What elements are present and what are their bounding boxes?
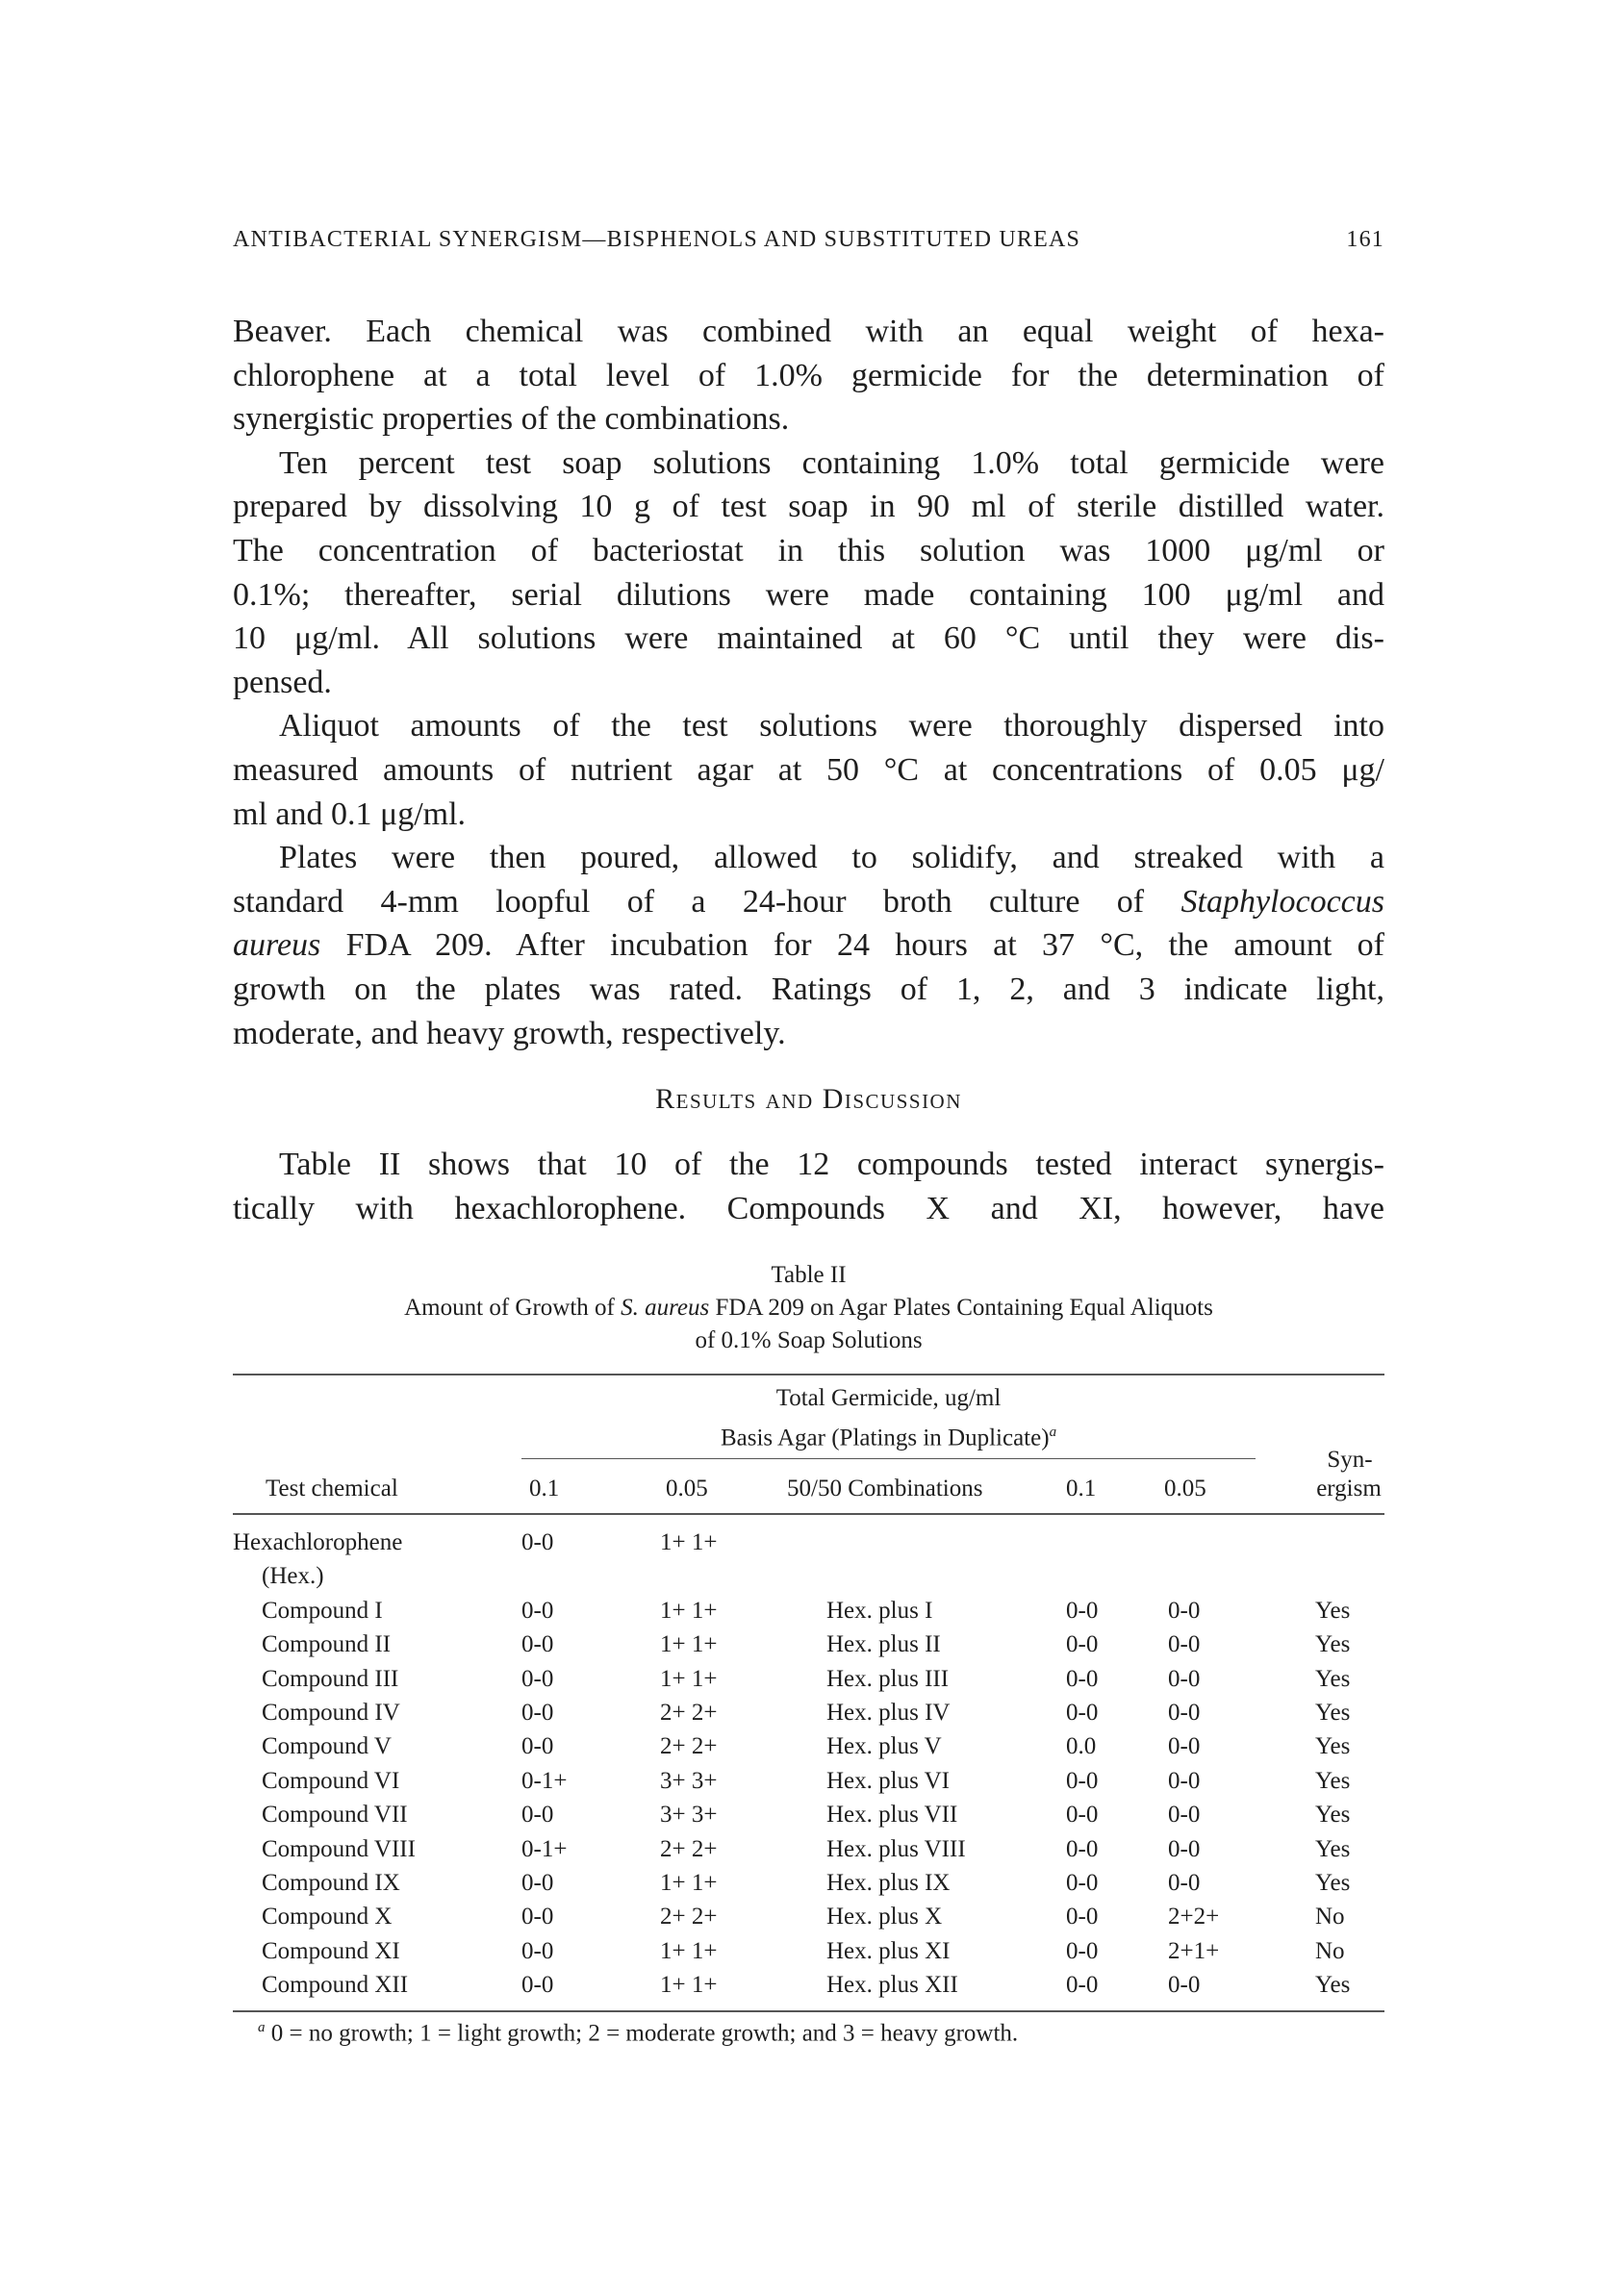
cell-single-0.05: 3+ 3+ <box>660 1767 718 1794</box>
cell-single-0.1: 0-0 <box>521 1870 554 1896</box>
paragraph <box>233 442 1384 705</box>
cell-synergism: No <box>1315 1937 1345 1964</box>
cell-test-chemical: Compound XII <box>262 1972 409 1999</box>
cell-combo-0.1: 0.0 <box>1066 1733 1097 1760</box>
cell-test-chemical: Compound III <box>262 1665 399 1692</box>
text-line <box>233 836 1384 880</box>
col-header-combo-0.05: 0.05 <box>1164 1476 1206 1501</box>
text-line <box>233 793 1384 837</box>
line-text: synergistic properties of the combinations. <box>233 401 790 438</box>
synergism-header-1: Syn- <box>1327 1447 1373 1473</box>
line-text: Table II shows that 10 of the 12 compounds tested interact synergis- <box>279 1147 1384 1183</box>
cell-combination: Hex. plus VI <box>826 1767 951 1794</box>
cell-single-0.05: 1+ 1+ <box>660 1665 718 1692</box>
cell-test-chemical: Compound II <box>262 1631 392 1658</box>
cell-combo-0.1: 0-0 <box>1066 1904 1099 1930</box>
text-line <box>233 485 1384 529</box>
cell-test-chemical: Compound I <box>262 1597 383 1624</box>
cell-single-0.05: 1+ 1+ <box>660 1972 718 1999</box>
cell-test-chemical: Compound IV <box>262 1700 400 1726</box>
italic-text: aureus <box>233 927 321 964</box>
text-line <box>233 573 1384 618</box>
paragraph <box>233 836 1384 1055</box>
group-header-1: Total Germicide, ug/ml <box>775 1385 1002 1411</box>
line-text: pensed. <box>233 664 332 700</box>
paragraph <box>233 310 1384 442</box>
text-line <box>233 1143 1384 1187</box>
paragraph <box>233 704 1384 836</box>
cell-combo-0.05: 2+2+ <box>1168 1904 1220 1930</box>
cell-synergism: Yes <box>1315 1767 1351 1794</box>
cell-single-0.1: 0-0 <box>521 1802 554 1829</box>
line-text: Beaver. Each chemical was combined with an equal weight of hexa- <box>233 314 1384 349</box>
running-head-title: ANTIBACTERIAL SYNERGISM—BISPHENOLS AND SUBSTITUTED UREAS <box>233 227 1081 252</box>
col-header-combo-0.1: 0.1 <box>1066 1476 1097 1501</box>
cell-single-0.05: 2+ 2+ <box>660 1904 718 1930</box>
cell-combo-0.1: 0-0 <box>1066 1870 1099 1896</box>
cell-combo-0.05: 2+1+ <box>1168 1937 1220 1964</box>
cell-single-0.1: 0-0 <box>521 1904 554 1930</box>
body-text <box>233 310 1384 1230</box>
cell-combo-0.05: 0-0 <box>1168 1870 1201 1896</box>
running-head <box>233 227 1384 253</box>
line-text: measured amounts of nutrient agar at 50 °C at concentrations of 0.05 μg/ <box>233 751 1384 788</box>
cell-synergism: Yes <box>1315 1597 1351 1624</box>
text-line <box>233 617 1384 661</box>
section-heading: Results and Discussion <box>655 1083 962 1116</box>
cell-synergism: Yes <box>1315 1972 1351 1999</box>
line-text: Plates were then poured, allowed to solidify, and streaked with a <box>279 840 1384 876</box>
footnote-mark: a <box>258 2020 266 2035</box>
cell-synergism: Yes <box>1315 1665 1351 1692</box>
line-text: FDA 209. After incubation for 24 hours at 37 °C, the amount of <box>320 927 1384 964</box>
header-bottom-rule <box>233 1513 1384 1515</box>
text-line <box>233 1012 1384 1056</box>
line-text: prepared by dissolving 10 g of test soap in 90 ml of sterile distilled water. <box>233 489 1384 525</box>
text-line <box>233 354 1384 398</box>
col-header-test-chemical: Test chemical <box>266 1476 398 1501</box>
text-line <box>233 704 1384 748</box>
line-text: growth on the plates was rated. Ratings of 1, 2, and 3 indicate light, <box>233 971 1384 1007</box>
page-number: 161 <box>1346 227 1384 252</box>
footnote-text: 0 = no growth; 1 = light growth; 2 = moderate growth; and 3 = heavy growth. <box>265 2020 1019 2047</box>
cell-synergism: No <box>1315 1904 1345 1930</box>
cell-test-chemical: Compound V <box>262 1733 392 1760</box>
synergism-header-2: ergism <box>1316 1476 1382 1501</box>
cell-combination: Hex. plus X <box>826 1904 943 1930</box>
cell-test-chemical: Hexachlorophene <box>233 1529 403 1555</box>
cell-test-chemical: (Hex.) <box>262 1563 324 1590</box>
line-text: 10 μg/ml. All solutions were maintained at 60 °C until they were dis- <box>233 620 1384 657</box>
text-line <box>233 442 1384 486</box>
caption-text: Amount of Growth of <box>404 1295 622 1321</box>
col-header-single-0.1: 0.1 <box>529 1476 560 1501</box>
cell-single-0.05: 3+ 3+ <box>660 1802 718 1829</box>
cell-single-0.1: 0-0 <box>521 1937 554 1964</box>
cell-single-0.1: 0-0 <box>521 1700 554 1726</box>
paragraphs-before <box>233 310 1384 1055</box>
text-line <box>233 923 1384 968</box>
caption-italic: S. aureus <box>621 1295 710 1321</box>
cell-combo-0.1: 0-0 <box>1066 1802 1099 1829</box>
cell-combo-0.1: 0-0 <box>1066 1700 1099 1726</box>
cell-test-chemical: Compound X <box>262 1904 393 1930</box>
cell-single-0.05: 1+ 1+ <box>660 1631 718 1658</box>
cell-single-0.05: 1+ 1+ <box>660 1870 718 1896</box>
cell-synergism: Yes <box>1315 1870 1351 1896</box>
cell-combination: Hex. plus XI <box>826 1937 951 1964</box>
line-text: tically with hexachlorophene. Compounds X and XI, however, have <box>233 1190 1384 1226</box>
cell-combo-0.05: 0-0 <box>1168 1802 1201 1829</box>
text-line <box>233 968 1384 1012</box>
cell-test-chemical: Compound XI <box>262 1937 400 1964</box>
cell-combination: Hex. plus IV <box>826 1700 951 1726</box>
cell-combo-0.1: 0-0 <box>1066 1937 1099 1964</box>
cell-combo-0.1: 0-0 <box>1066 1835 1099 1862</box>
cell-combination: Hex. plus I <box>826 1597 933 1624</box>
cell-test-chemical: Compound VI <box>262 1767 400 1794</box>
cell-single-0.05: 2+ 2+ <box>660 1700 718 1726</box>
cell-single-0.05: 2+ 2+ <box>660 1835 718 1862</box>
line-text: The concentration of bacteriostat in this solution was 1000 μg/ml or <box>233 532 1384 568</box>
cell-combination: Hex. plus II <box>826 1631 941 1658</box>
italic-text: Staphylococcus <box>1180 883 1384 920</box>
cell-single-0.1: 0-0 <box>521 1972 554 1999</box>
cell-combo-0.05: 0-0 <box>1168 1665 1201 1692</box>
cell-single-0.05: 1+ 1+ <box>660 1597 718 1624</box>
cell-synergism: Yes <box>1315 1700 1351 1726</box>
cell-combo-0.05: 0-0 <box>1168 1700 1201 1726</box>
text-line <box>233 661 1384 705</box>
cell-single-0.1: 0-0 <box>521 1631 554 1658</box>
cell-synergism: Yes <box>1315 1835 1351 1862</box>
cell-combination: Hex. plus VIII <box>826 1835 966 1862</box>
cell-combination: Hex. plus IX <box>826 1870 951 1896</box>
cell-combo-0.05: 0-0 <box>1168 1767 1201 1794</box>
cell-combo-0.1: 0-0 <box>1066 1767 1099 1794</box>
cell-single-0.1: 0-0 <box>521 1597 554 1624</box>
line-text: standard 4-mm loopful of a 24-hour broth culture of <box>233 883 1181 920</box>
caption-text: FDA 209 on Agar Plates Containing Equal Aliquots <box>709 1295 1213 1321</box>
paragraphs-after <box>233 1143 1384 1230</box>
line-text: moderate, and heavy growth, respectively. <box>233 1015 786 1051</box>
cell-combination: Hex. plus V <box>826 1733 942 1760</box>
cell-combo-0.1: 0-0 <box>1066 1972 1099 1999</box>
cell-test-chemical: Compound VIII <box>262 1835 416 1862</box>
cell-combo-0.05: 0-0 <box>1168 1733 1201 1760</box>
cell-synergism: Yes <box>1315 1802 1351 1829</box>
text-line <box>233 880 1384 924</box>
cell-test-chemical: Compound IX <box>262 1870 400 1896</box>
cell-combo-0.1: 0-0 <box>1066 1665 1099 1692</box>
cell-single-0.1: 0-1+ <box>521 1767 568 1794</box>
cell-single-0.05: 1+ 1+ <box>660 1937 718 1964</box>
cell-single-0.1: 0-1+ <box>521 1835 568 1862</box>
cell-combo-0.05: 0-0 <box>1168 1631 1201 1658</box>
text-line <box>233 529 1384 573</box>
line-text: Aliquot amounts of the test solutions were thoroughly dispersed into <box>279 708 1384 744</box>
footnote-ref: a <box>1049 1425 1057 1440</box>
col-header-single-0.05: 0.05 <box>666 1476 708 1501</box>
cell-combination: Hex. plus XII <box>826 1972 958 1999</box>
paragraph <box>233 1143 1384 1230</box>
table-top-rule <box>233 1374 1384 1375</box>
cell-single-0.1: 0-0 <box>521 1529 554 1555</box>
line-text: 0.1%; thereafter, serial dilutions were made containing 100 μg/ml and <box>233 576 1384 613</box>
group-rule <box>521 1458 1256 1459</box>
table-footnote <box>258 2020 1018 2047</box>
col-header-combinations: 50/50 Combinations <box>787 1476 983 1501</box>
cell-combo-0.05: 0-0 <box>1168 1597 1201 1624</box>
cell-combination: Hex. plus III <box>826 1665 950 1692</box>
text-line <box>233 748 1384 793</box>
cell-combo-0.1: 0-0 <box>1066 1597 1099 1624</box>
cell-single-0.1: 0-0 <box>521 1665 554 1692</box>
cell-single-0.1: 0-0 <box>521 1733 554 1760</box>
line-text: ml and 0.1 μg/ml. <box>233 795 467 832</box>
line-text: chlorophene at a total level of 1.0% germicide for the determination of <box>233 357 1384 393</box>
cell-synergism: Yes <box>1315 1733 1351 1760</box>
cell-single-0.05: 2+ 2+ <box>660 1733 718 1760</box>
cell-single-0.05: 1+ 1+ <box>660 1529 718 1555</box>
group-header-text: Basis Agar (Platings in Duplicate) <box>720 1425 1050 1451</box>
cell-test-chemical: Compound VII <box>262 1802 408 1829</box>
cell-synergism: Yes <box>1315 1631 1351 1658</box>
text-line <box>233 1187 1384 1231</box>
cell-combo-0.05: 0-0 <box>1168 1972 1201 1999</box>
table-caption-line2: of 0.1% Soap Solutions <box>695 1327 923 1353</box>
group-header-2 <box>521 1416 1256 1454</box>
line-text: Ten percent test soap solutions containing 1.0% total germicide were <box>279 444 1384 481</box>
table-bottom-rule <box>233 2010 1384 2012</box>
text-line <box>233 310 1384 354</box>
text-line <box>233 397 1384 442</box>
table-label: Table II <box>771 1262 847 1288</box>
cell-combo-0.05: 0-0 <box>1168 1835 1201 1862</box>
cell-combo-0.1: 0-0 <box>1066 1631 1099 1658</box>
table-caption <box>233 1291 1384 1325</box>
cell-combination: Hex. plus VII <box>826 1802 958 1829</box>
